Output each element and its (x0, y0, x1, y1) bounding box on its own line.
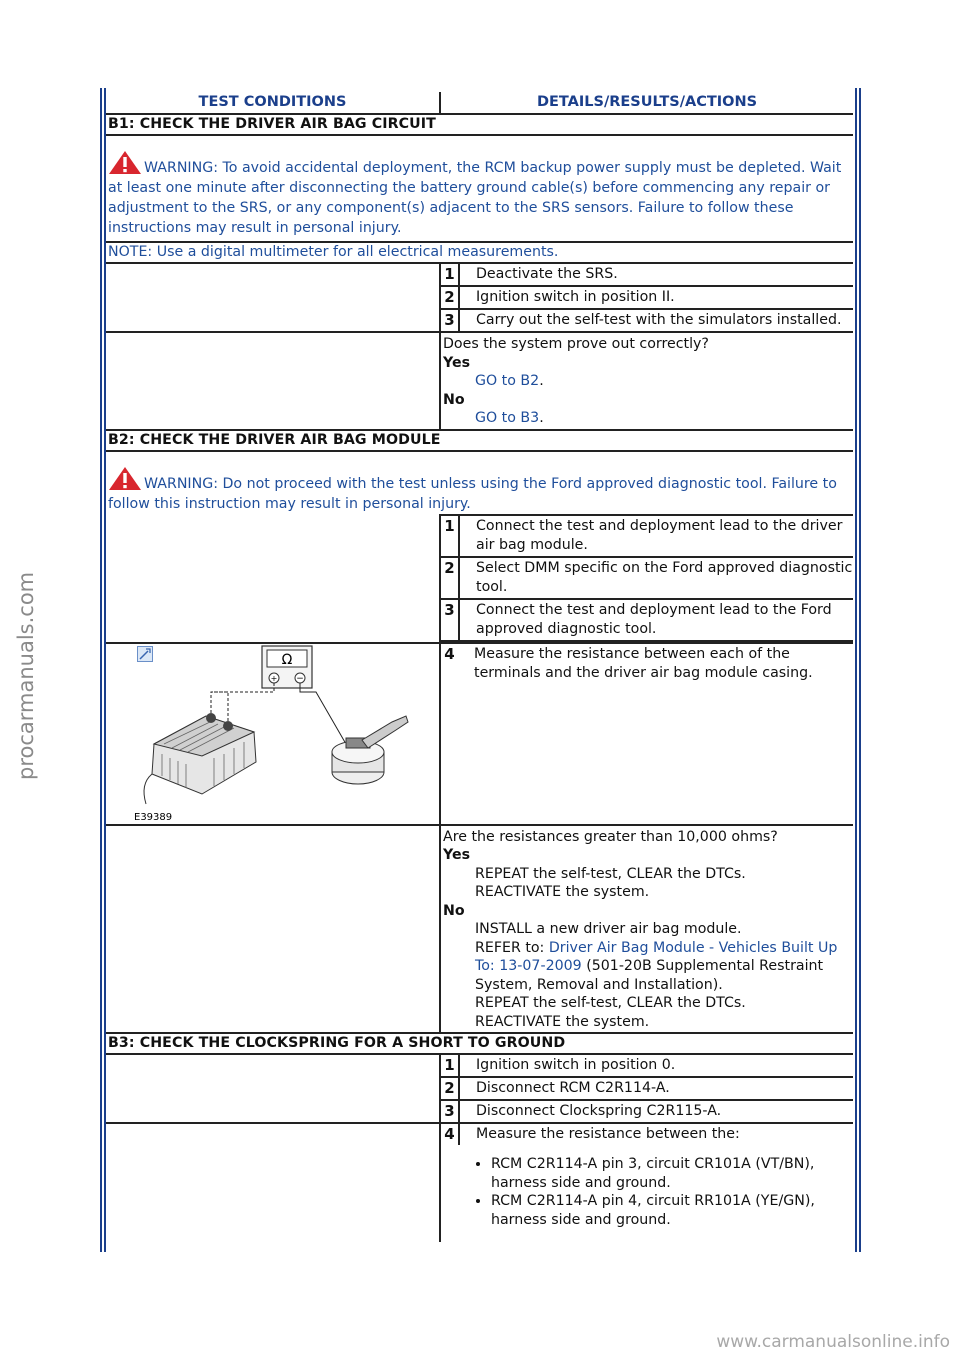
warning-b2 (106, 452, 853, 514)
step-text: Deactivate the SRS. (476, 266, 618, 282)
frame-right-outer (859, 88, 861, 1252)
test-table (106, 92, 853, 1242)
b3-step4-conditions (106, 1124, 441, 1242)
b3-conditions-cell (106, 1055, 441, 1122)
b3-steps (441, 1055, 853, 1122)
step-number: 1 (441, 516, 460, 556)
step-text: Carry out the self-test with the simulators installed. (476, 312, 842, 328)
step-text: Ignition switch in position 0. (476, 1057, 676, 1073)
step-text: Ignition switch in position II. (476, 289, 675, 305)
step-text: Disconnect RCM C2R114-A. (476, 1080, 670, 1096)
figure-cell (106, 644, 441, 824)
step-number: 3 (441, 310, 460, 331)
header-test-conditions: TEST CONDITIONS (106, 92, 441, 113)
step (441, 310, 853, 331)
b2-results (441, 826, 853, 1033)
step-number: 3 (441, 600, 460, 640)
refer-line: REFER to: Driver Air Bag Module - Vehicles Built Up To: 13-07-2009 (501-20B Supplemental Restraint System, Removal and Installation). (475, 939, 838, 993)
b2-steps-row (439, 514, 853, 642)
step-number: 2 (441, 287, 460, 308)
section-title-b1: B1: CHECK THE DRIVER AIR BAG CIRCUIT (106, 115, 853, 136)
step-number: 1 (441, 264, 460, 285)
go-to-b3-link[interactable]: GO to B3 (475, 410, 540, 426)
svg-text:E39389: E39389 (134, 811, 173, 823)
step-text: Measure the resistance between the: (476, 1126, 740, 1142)
resistance-diagram (106, 644, 439, 824)
warning-b1 (106, 136, 853, 243)
section-title-b3: B3: CHECK THE CLOCKSPRING FOR A SHORT TO GROUND (106, 1034, 853, 1055)
warning-icon (108, 150, 142, 175)
step (441, 600, 853, 640)
b1-results: Does the system prove out correctly? Yes GO to B2. No GO to B3. (441, 333, 853, 429)
b1-steps-row (106, 264, 853, 333)
footer-watermark: www.carmanualsonline.info (716, 1332, 950, 1352)
no-label: No (443, 902, 465, 919)
warning-text: WARNING: To avoid accidental deployment, the RCM backup power supply must be depleted. Wait at least one minute after disconnecting the battery ground cable(s) before commencing any repair or adjustment to the SRS, or any component(s) adjacent to the SRS sensors. Failure to follow these instructions may result in personal injury. (108, 160, 842, 236)
b1-result-conditions (106, 333, 441, 429)
b2-figure-row (106, 642, 853, 826)
action-line: INSTALL a new driver air bag module. (475, 921, 742, 937)
b2-result-conditions (106, 826, 441, 1033)
question: Does the system prove out correctly? (443, 336, 709, 352)
action-line: REPEAT the self-test, CLEAR the DTCs. (475, 865, 746, 882)
step-number: 3 (441, 1101, 460, 1122)
step-content (460, 1124, 740, 1145)
side-watermark: procarmanuals.com (14, 571, 38, 780)
step-text: Disconnect Clockspring C2R115-A. (476, 1103, 722, 1119)
frame-right-inner (855, 88, 857, 1252)
yes-label: Yes (443, 354, 471, 371)
step (441, 1101, 853, 1122)
frame-left-outer (100, 88, 102, 1252)
b3-step4-row (106, 1124, 853, 1242)
step-number: 2 (441, 558, 460, 598)
list-item: • RCM C2R114-A pin 3, circuit CR101A (VT/BN), harness side and ground. (491, 1155, 853, 1192)
svg-text:+: + (270, 673, 278, 683)
step (441, 264, 853, 287)
step-text: Measure the resistance between each of the terminals and the driver air bag module casing. (474, 645, 813, 681)
b3-step4 (441, 1124, 853, 1242)
warning-text: WARNING: Do not proceed with the test unless using the Ford approved diagnostic tool. Failure to follow this instruction may result in personal injury. (108, 475, 837, 512)
step-number: 4 (444, 644, 455, 663)
b1-result-row (106, 333, 853, 431)
b2-step4 (441, 644, 853, 824)
step (441, 1078, 853, 1101)
measurement-list (441, 1155, 853, 1229)
step (441, 644, 853, 824)
action-line: REACTIVATE the system. (475, 884, 650, 900)
b2-result-row (106, 826, 853, 1035)
action-line: REACTIVATE the system. (475, 1013, 650, 1030)
table-header (106, 92, 853, 115)
step-text: Connect the test and deployment lead to the Ford approved diagnostic tool. (476, 601, 832, 637)
step-number: 1 (441, 1055, 460, 1076)
step (441, 1055, 853, 1078)
note-b1: NOTE: Use a digital multimeter for all electrical measurements. (106, 243, 853, 264)
b1-steps (441, 264, 853, 331)
list-item: • RCM C2R114-A pin 4, circuit RR101A (YE/GN), harness side and ground. (491, 1192, 853, 1229)
step (441, 516, 853, 558)
step-number: 4 (441, 1124, 460, 1145)
step-text: Select DMM specific on the Ford approved diagnostic tool. (476, 559, 853, 595)
driver-air-bag-module-link[interactable]: Driver Air Bag Module - Vehicles Built Up To: 13-07-2009 (475, 939, 838, 974)
step (441, 1124, 853, 1145)
b1-conditions-cell (106, 264, 441, 331)
question: Are the resistances greater than 10,000 ohms? (443, 828, 778, 845)
yes-label: Yes (443, 847, 471, 863)
svg-text:Ω: Ω (281, 651, 293, 668)
step (441, 287, 853, 310)
no-label: No (443, 391, 465, 408)
b2-steps (439, 516, 853, 640)
warning-icon (108, 466, 142, 491)
step-text: Connect the test and deployment lead to the driver air bag module. (476, 517, 843, 553)
step-number: 2 (441, 1078, 460, 1099)
svg-text:−: − (296, 673, 304, 684)
b3-steps-row (106, 1055, 853, 1124)
action-line: REPEAT the self-test, CLEAR the DTCs. (475, 995, 746, 1011)
section-title-b2: B2: CHECK THE DRIVER AIR BAG MODULE (106, 431, 853, 452)
step (441, 558, 853, 600)
header-details-actions: DETAILS/RESULTS/ACTIONS (536, 94, 758, 110)
go-to-b2-link[interactable]: GO to B2 (475, 373, 540, 389)
